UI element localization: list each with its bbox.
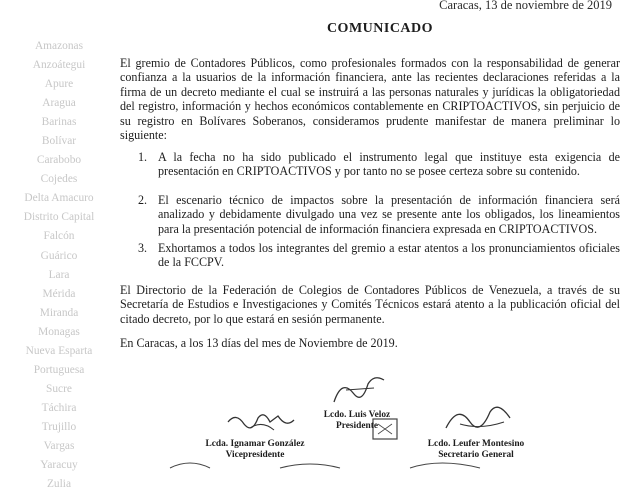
state-item: Táchira <box>41 401 77 414</box>
state-item: Anzoátegui <box>32 59 86 72</box>
state-item: Monagas <box>38 325 80 338</box>
state-item: Yaracuy <box>40 459 78 472</box>
signature-right <box>418 439 534 461</box>
directorate-paragraph: El Directorio de la Federación de Colegios de Contadores Públicos de Venezuela, a través de su Secretaría de Estudios e Investigaciones y Comités Técnicos estará atento a la publicación oficial del citado decreto, por lo que estará en sesión permanente. <box>120 283 620 326</box>
signature-center <box>318 410 396 432</box>
state-item: Carabobo <box>36 154 82 167</box>
signature-left-graphic <box>222 408 302 438</box>
list-item-text: Exhortamos a todos los integrantes del gremio a estar atentos a los pronunciamientos oficiales de la FCCPV. <box>158 241 620 270</box>
signature-left <box>196 439 314 461</box>
state-item: Falcón <box>43 230 75 243</box>
state-item: Lara <box>48 268 70 281</box>
federation-logo <box>22 0 118 14</box>
list-item-number: 2. <box>138 193 148 207</box>
state-item: Amazonas <box>34 40 84 52</box>
state-item: Mérida <box>42 287 76 300</box>
states-sidebar <box>0 37 118 494</box>
state-item: Delta Amacuro <box>24 192 94 205</box>
list-item-number: 3. <box>138 241 148 255</box>
state-item: Aragua <box>42 97 76 110</box>
document-title: COMUNICADO <box>326 21 434 36</box>
state-item: Distrito Capital <box>23 211 95 224</box>
closing-line: En Caracas, a los 13 días del mes de Noviembre de 2019. <box>120 336 398 350</box>
state-item: Portuguesa <box>33 363 85 376</box>
state-item: Zulia <box>46 478 72 491</box>
list-item-text: A la fecha no ha sido publicado el instrumento legal que instituye esta exigencia de presentación en CRIPTOACTIVOS y por tanto no se posee certeza sobre su contenido. <box>158 150 620 179</box>
state-item: Miranda <box>39 306 79 319</box>
list-item-number: 1. <box>138 150 148 164</box>
state-item: Trujillo <box>41 420 77 433</box>
document-date: Caracas, 13 de noviembre de 2019 <box>439 0 612 12</box>
state-item: Barinas <box>41 116 77 129</box>
state-item: Apure <box>44 78 74 91</box>
signatory-name: Lcdo. Luis Veloz <box>323 410 391 420</box>
signatory-name: Lcdo. Leufer Montesino <box>427 439 525 449</box>
state-item: Sucre <box>46 382 72 395</box>
intro-paragraph: El gremio de Contadores Públicos, como profesionales formados con la responsabilidad de generar confianza a la usuarios de la información financiera, ante las recientes declaraciones referidas a la firma de un decreto mediante el cual se instruirá a las personas naturales y jurídicas la obligatoriedad del registro, información y hechos económicos contablemente en CRIPTOACTIVOS, sin perjuicio de su registro en Bolívares Soberanos, consideramos prudente manifestar de manera preliminar lo siguiente: <box>120 56 620 143</box>
signatory-name: Lcda. Ignamar González <box>205 439 305 449</box>
list-item-text: El escenario técnico de impactos sobre la presentación de información financiera será analizado y debidamente divulgado una vez se presente ante los obligados, los lineamientos para la presentación potencial de información financiera expresada en CRIPTOACTIVOS. <box>158 193 620 236</box>
signatory-role: Presidente <box>335 421 378 431</box>
signatory-role: Vicepresidente <box>225 450 285 460</box>
state-item: Guárico <box>40 249 78 262</box>
state-item: Bolívar <box>41 135 77 148</box>
signature-center-graphic <box>330 372 390 408</box>
state-item: Nueva Esparta <box>25 344 93 357</box>
signature-right-graphic <box>440 402 520 438</box>
state-item: Cojedes <box>40 173 78 186</box>
signatory-role: Secretario General <box>438 450 514 460</box>
state-item: Vargas <box>43 439 75 452</box>
